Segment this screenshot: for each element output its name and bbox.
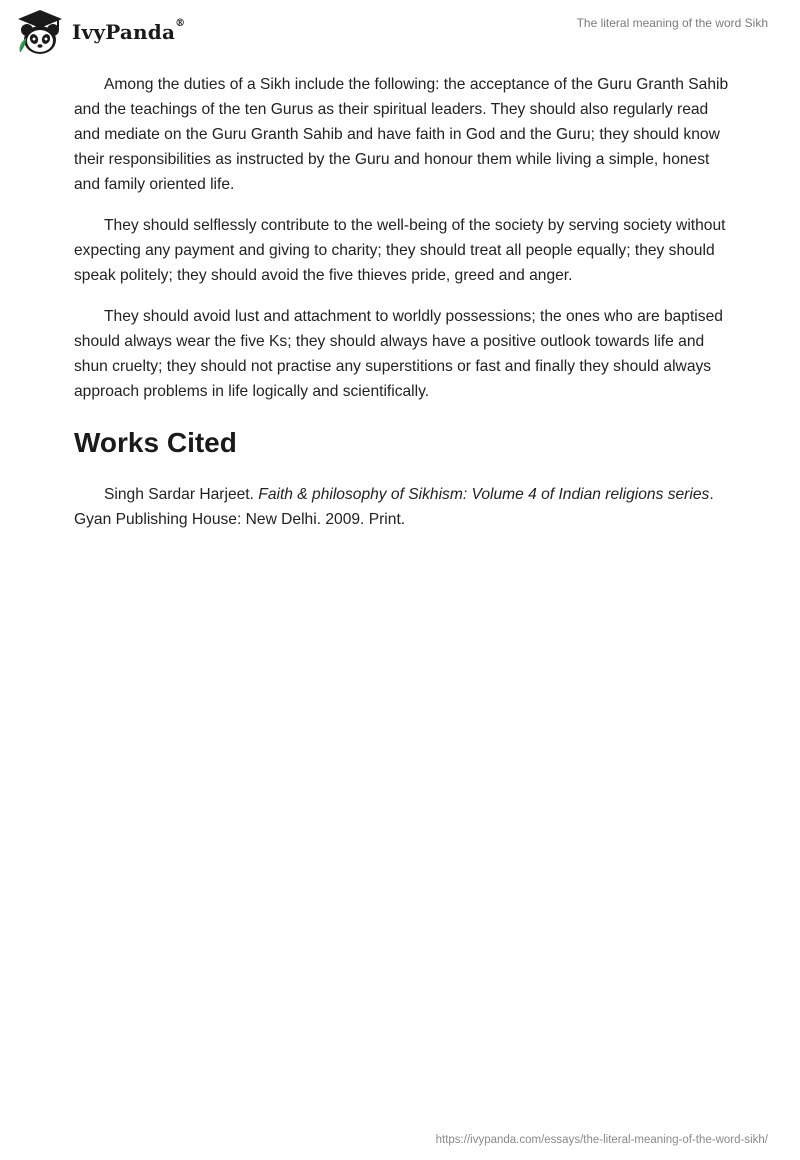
registered-mark: ® [175,18,186,29]
citation-publisher: . Gyan Publishing House: New Delhi. 2009. Print. [74,486,714,528]
works-cited-heading: Works Cited [74,427,237,458]
paragraph: They should avoid lust and attachment to worldly possessions; the ones who are baptised should always wear the five Ks; they should always have a positive outlook towards life and shun cruelty; they should not practise any superstitions or fast and finally they should always approach problems in life logically and scientifically. [74,308,723,400]
footer-url-link[interactable]: https://ivypanda.com/essays/the-literal-meaning-of-the-word-sikh/ [435,1134,768,1146]
panda-graduation-cap-icon [14,8,66,56]
ivypanda-logo[interactable] [14,8,185,56]
brand-name: IvyPanda® [72,18,186,44]
page-header [0,0,800,64]
citation-entry [74,482,730,532]
essay-content [74,72,730,532]
paragraph: Among the duties of a Sikh include the following: the acceptance of the Guru Granth Sahib and the teachings of the ten Gurus as their spiritual leaders. They should also regularly read and mediate on the Guru Granth Sahib and have faith in God and the Guru; they should know their responsibilities as instructed by the Guru and honour them while living a simple, honest and family oriented life. [74,76,729,193]
citation-author: Singh Sardar Harjeet. [104,486,259,503]
running-title: The literal meaning of the word Sikh [576,16,768,30]
paragraph: They should selflessly contribute to the well-being of the society by serving society without expecting any payment and giving to charity; they should treat all people equally; they should speak politely; they should avoid the five thieves pride, greed and anger. [74,217,726,284]
citation-title: Faith & philosophy of Sikhism: Volume 4 of Indian religions series [258,486,710,503]
